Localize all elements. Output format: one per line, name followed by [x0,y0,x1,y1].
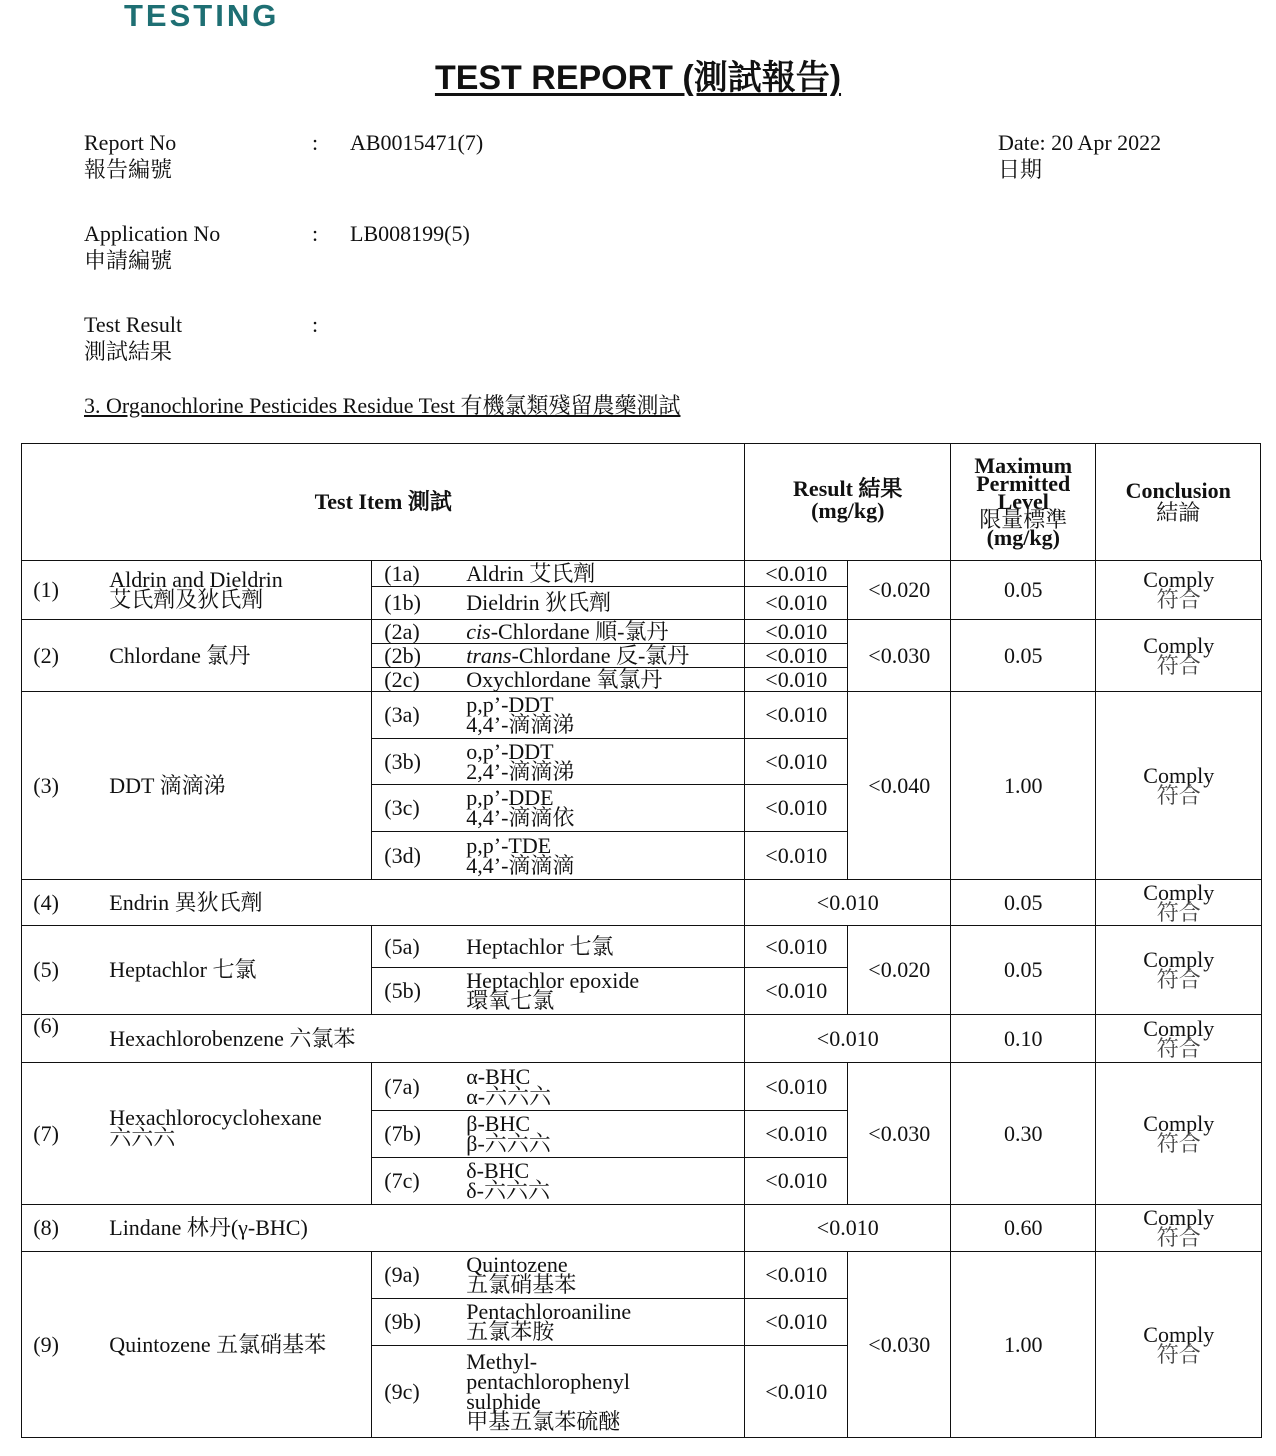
sub-item-line [466,666,663,692]
sub-result-value: <0.010 [765,618,828,644]
sub-item-cell [371,738,745,785]
sub-item-number: (9b) [384,1309,421,1335]
sub-item-name [466,1063,552,1109]
result-cell [744,879,951,926]
sub-result-cell [744,560,848,587]
sub-item-name [466,1158,550,1204]
item-name-en: Lindane 林丹(γ-BHC) [109,1215,308,1241]
date-label: Date: 20 Apr 2022 日期 [998,130,1162,182]
sub-item-cell [371,586,745,620]
sub-item-line1: o,p’-DDT [466,738,554,764]
item-number: (3) [33,772,59,798]
sub-result-value: <0.010 [765,1309,828,1335]
limit-cell [950,1014,1096,1063]
sub-item-number: (7a) [384,1073,420,1099]
item-name-en: Hexachlorocyclohexane [109,1105,322,1131]
sub-item-line [466,560,596,586]
sub-item-line1: α-BHC [466,1063,531,1089]
sub-item-cell [371,831,745,880]
conclusion-en: Comply [1143,567,1215,593]
item-number: (1) [33,577,59,603]
sub-item-prefix: trans [466,642,512,668]
sub-item-name [466,642,690,668]
conclusion-zh: 符合 [1156,1035,1201,1061]
sub-result-value: <0.010 [765,560,828,586]
sub-result-cell [744,1157,848,1205]
limit-value: 0.10 [1004,1025,1043,1051]
conclusion-cell [1095,1062,1262,1205]
sub-result-value: <0.010 [765,1121,828,1147]
sub-result-cell [744,1110,848,1158]
sub-item-line2: 4,4’-滴滴涕 [466,712,575,738]
sub-item-name [466,692,575,738]
conclusion-cell [1095,1014,1262,1063]
sub-result-cell [744,667,848,692]
conclusion-en: Comply [1143,1205,1215,1231]
item-number: (5) [33,957,59,983]
test-item-cell [21,1204,745,1252]
limit-cell [950,560,1096,620]
result-value: <0.010 [816,889,879,915]
limit-value: 1.00 [1004,1331,1043,1357]
sub-item-line1: -Chlordane 反-氯丹 [511,642,690,668]
conclusion-cell [1095,925,1262,1015]
sub-result-value: <0.010 [765,748,828,774]
sub-item-prefix: cis [466,618,491,644]
sub-item-name [466,666,663,692]
total-result-cell [847,619,951,692]
test-item-cell [21,879,745,926]
conclusion-cell [1095,1204,1262,1252]
item-name [109,1331,327,1357]
limit-cell [950,879,1096,926]
sub-result-value: <0.010 [765,842,828,868]
total-result-value: <0.030 [868,1120,931,1146]
sub-result-value: <0.010 [765,590,828,616]
sub-result-value: <0.010 [765,1378,828,1404]
item-name-en: DDT 滴滴涕 [109,772,226,798]
sub-item-line [466,618,669,644]
sub-item-cell [371,967,745,1015]
limit-cell [950,1204,1096,1252]
sub-item-cell [371,1157,745,1205]
sub-item-line1: δ-BHC [466,1158,530,1184]
result-value: <0.010 [816,1215,879,1241]
test-result-label: Test Result 測試結果 [84,312,183,364]
conclusion-en: Comply [1143,1110,1215,1136]
conclusion-en: Comply [1143,1015,1215,1041]
conclusion-zh: 符合 [1156,652,1201,678]
sub-result-cell [744,1345,848,1438]
item-name-en: Chlordane 氯丹 [109,642,251,668]
sub-item-line1: Pentachloroaniline [466,1299,632,1325]
limit-cell [950,619,1096,692]
conclusion-cell [1095,619,1262,692]
sub-item-cell [371,667,745,692]
report-no-label: Report No 報告編號 [84,130,177,182]
sub-result-value: <0.010 [765,933,828,959]
sub-item-cell [371,643,745,668]
item-name [109,957,257,983]
sub-item-name [466,832,575,878]
sub-item-number: (7b) [384,1121,421,1147]
sub-item-line3: sulphide [466,1388,541,1414]
conclusion-zh: 符合 [1156,1225,1201,1251]
item-name [109,1105,322,1151]
result-value: <0.010 [816,1025,879,1051]
report-no-value: AB0015471(7) [350,130,484,155]
sub-item-cell [371,1110,745,1158]
sub-item-number: (9a) [384,1262,420,1288]
lab-logo: TESTING [124,0,280,33]
sub-item-line2: 4,4’-滴滴滴 [466,852,575,878]
sub-item-number: (5a) [384,933,420,959]
test-item-cell [21,1014,745,1063]
sub-result-cell [744,1062,848,1111]
sub-item-name [466,785,575,831]
sub-result-value: <0.010 [765,642,828,668]
sub-item-line1: p,p’-TDE [466,832,552,858]
sub-item-number: (3a) [384,702,420,728]
sub-item-line1: β-BHC [466,1111,531,1137]
sub-item-name [466,968,640,1014]
item-number: (8) [33,1215,59,1241]
sub-item-name [466,618,669,644]
sub-item-line1: -Chlordane 順-氯丹 [490,618,669,644]
item-number: (6) [33,1013,59,1039]
colon: : [312,130,319,155]
sub-item-cell [371,691,745,739]
sub-item-line2: 五氯硝基苯 [466,1272,577,1298]
sub-result-cell [744,691,848,739]
sub-item-number: (9c) [384,1378,420,1404]
application-no-label: Application No 申請編號 [84,221,221,273]
conclusion-en: Comply [1143,1321,1215,1347]
sub-result-value: <0.010 [765,978,828,1004]
header-test-item: Test Item 測試 [21,443,745,561]
item-name [109,567,283,613]
sub-result-cell [744,619,848,644]
limit-cell [950,691,1096,880]
sub-result-cell [744,831,848,880]
limit-cell [950,1062,1096,1205]
sub-item-number: (3d) [384,842,421,868]
result-cell [744,1204,951,1252]
sub-item-line2: pentachlorophenyl [466,1368,630,1394]
sub-result-value: <0.010 [765,1073,828,1099]
total-result-cell [847,1251,951,1438]
limit-value: 0.30 [1004,1120,1043,1146]
sub-result-cell [744,925,848,968]
sub-result-value: <0.010 [765,1168,828,1194]
limit-value: 0.05 [1004,957,1043,983]
item-name-zh: 艾氏劑及狄氏劑 [109,587,264,613]
sub-item-name [466,1299,632,1345]
sub-item-name [466,1348,630,1434]
sub-item-number: (1b) [384,590,421,616]
item-name-en: Endrin 異狄氏劑 [109,889,263,915]
sub-result-cell [744,586,848,620]
header-conclusion: Conclusion 結論 [1095,443,1261,561]
sub-result-value: <0.010 [765,795,828,821]
sub-item-name [466,933,614,959]
limit-value: 0.05 [1004,889,1043,915]
sub-item-name [466,738,575,784]
section-title: 3. Organochlorine Pesticides Residue Test 有機氯類殘留農藥測試 [84,393,681,418]
sub-item-line1: p,p’-DDT [466,692,554,718]
sub-item-line2: 五氯苯胺 [466,1319,555,1345]
header-max-permitted-level: Maximum Permitted Level 限量標準 (mg/kg) [950,443,1096,561]
sub-item-number: (7c) [384,1168,420,1194]
sub-item-number: (5b) [384,978,421,1004]
sub-result-value: <0.010 [765,702,828,728]
item-number: (7) [33,1120,59,1146]
item-name [109,1025,356,1051]
limit-cell [950,925,1096,1015]
conclusion-cell [1095,879,1262,926]
conclusion-cell [1095,560,1262,620]
item-name-en: Hexachlorobenzene 六氯苯 [109,1025,356,1051]
total-result-cell [847,925,951,1015]
sub-result-cell [744,967,848,1015]
sub-item-cell [371,1298,745,1346]
conclusion-en: Comply [1143,632,1215,658]
sub-result-cell [744,738,848,785]
sub-item-line1: Heptachlor epoxide [466,968,640,994]
conclusion-zh: 符合 [1156,899,1201,925]
sub-item-line1: Oxychlordane 氧氯丹 [466,666,663,692]
sub-item-cell [371,560,745,587]
item-name-en: Quintozene 五氯硝基苯 [109,1331,327,1357]
sub-item-line2: 環氧七氯 [466,988,555,1014]
sub-item-line2: 2,4’-滴滴涕 [466,758,575,784]
sub-item-cell [371,1251,745,1299]
limit-value: 0.05 [1004,577,1043,603]
total-result-value: <0.040 [868,772,931,798]
sub-item-name [466,590,612,616]
conclusion-zh: 符合 [1156,1130,1201,1156]
sub-result-value: <0.010 [765,666,828,692]
limit-value: 0.05 [1004,642,1043,668]
total-result-value: <0.030 [868,1331,931,1357]
sub-result-cell [744,1251,848,1299]
sub-item-line2: 4,4’-滴滴依 [466,805,575,831]
item-name-zh: 六六六 [109,1125,176,1151]
item-name [109,772,226,798]
item-number: (2) [33,642,59,668]
sub-item-line1: Methyl- [466,1348,538,1374]
conclusion-cell [1095,1251,1262,1438]
sub-item-number: (3b) [384,748,421,774]
item-name-en: Heptachlor 七氯 [109,957,257,983]
sub-item-name [466,1252,577,1298]
total-result-value: <0.020 [868,577,931,603]
conclusion-en: Comply [1143,947,1215,973]
item-name [109,642,251,668]
header-result: Result 結果 (mg/kg) [744,443,951,561]
sub-item-name [466,560,596,586]
sub-item-line1: Quintozene [466,1252,568,1278]
application-no-value: LB008199(5) [350,221,470,246]
item-number: (9) [33,1331,59,1357]
sub-item-cell [371,619,745,644]
sub-item-cell [371,784,745,832]
conclusion-en: Comply [1143,762,1215,788]
sub-result-value: <0.010 [765,1262,828,1288]
sub-result-cell [744,643,848,668]
result-cell [744,1014,951,1063]
sub-item-line [466,642,690,668]
item-name [109,889,263,915]
limit-cell [950,1251,1096,1438]
item-number: (4) [33,889,59,915]
conclusion-zh: 符合 [1156,967,1201,993]
sub-item-number: (2b) [384,642,421,668]
sub-item-line4: 甲基五氯苯硫醚 [466,1408,621,1434]
sub-item-line1: p,p’-DDE [466,785,554,811]
total-result-value: <0.030 [868,642,931,668]
total-result-cell [847,560,951,620]
conclusion-cell [1095,691,1262,880]
sub-item-line [466,590,612,616]
sub-item-line2: β-六六六 [466,1131,551,1157]
sub-item-line1: Heptachlor 七氯 [466,933,614,959]
sub-item-number: (1a) [384,560,420,586]
sub-item-line [466,933,614,959]
item-name [109,1215,308,1241]
total-result-cell [847,691,951,880]
total-result-cell [847,1062,951,1205]
sub-result-cell [744,784,848,832]
conclusion-zh: 符合 [1156,782,1201,808]
conclusion-zh: 符合 [1156,1341,1201,1367]
sub-item-name [466,1111,551,1157]
sub-item-number: (3c) [384,795,420,821]
colon: : [312,312,319,337]
limit-value: 0.60 [1004,1215,1043,1241]
limit-value: 1.00 [1004,772,1043,798]
sub-result-cell [744,1298,848,1346]
page-title: TEST REPORT (測試報告) [434,59,842,97]
conclusion-en: Comply [1143,879,1215,905]
sub-item-line1: Aldrin 艾氏劑 [466,560,596,586]
sub-item-cell [371,1345,745,1438]
sub-item-cell [371,925,745,968]
total-result-value: <0.020 [868,957,931,983]
sub-item-line1: Dieldrin 狄氏劑 [466,590,612,616]
conclusion-zh: 符合 [1156,587,1201,613]
sub-item-line2: δ-六六六 [466,1178,550,1204]
item-name-en: Aldrin and Dieldrin [109,567,283,593]
sub-item-cell [371,1062,745,1111]
colon: : [312,221,319,246]
sub-item-number: (2c) [384,666,420,692]
sub-item-number: (2a) [384,618,420,644]
sub-item-line2: α-六六六 [466,1083,552,1109]
